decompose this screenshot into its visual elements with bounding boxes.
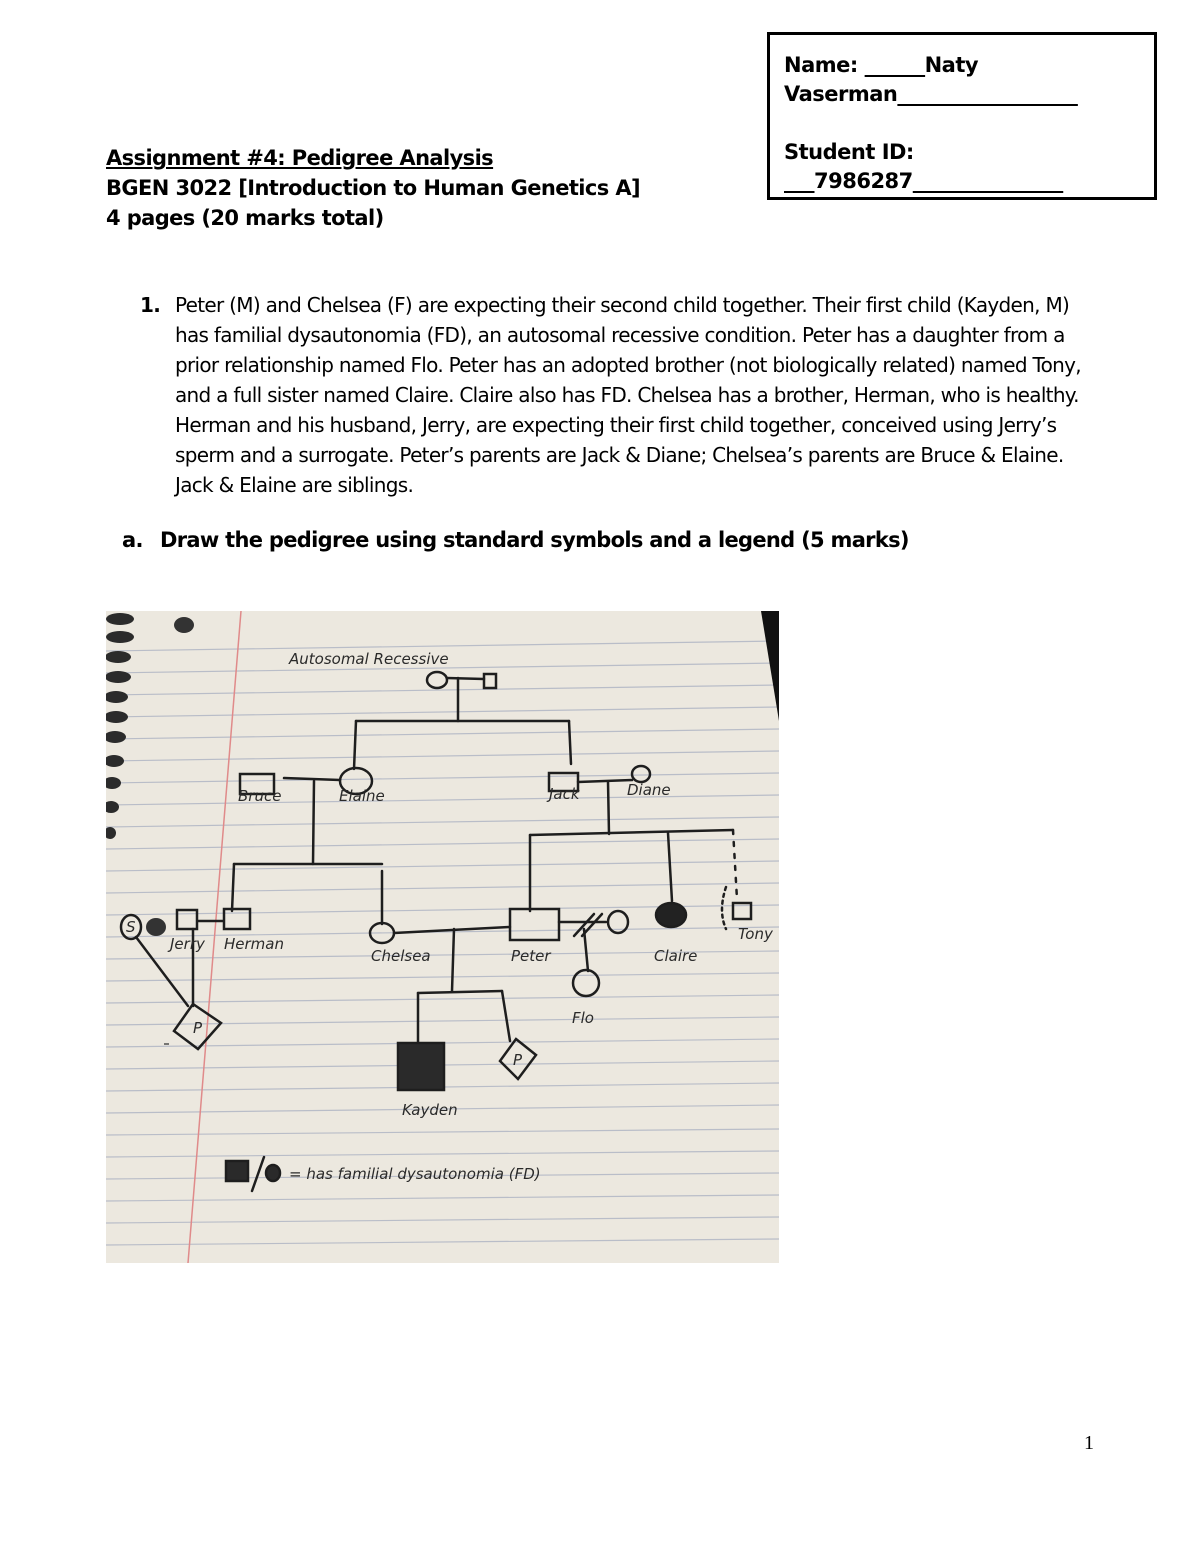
- label-jerry: Jerry: [170, 935, 205, 953]
- label-claire: Claire: [654, 947, 698, 965]
- subquestion-text: Draw the pedigree using standard symbols and a legend (5 marks): [160, 528, 909, 552]
- name-line-1: Name: ______Naty: [784, 53, 979, 77]
- label-surrogate: S: [126, 918, 136, 936]
- label-jack: Jack: [549, 785, 580, 803]
- question-number: 1.: [140, 293, 161, 317]
- pedigree-title-note: Autosomal Recessive: [289, 650, 449, 668]
- question-1a: [122, 528, 909, 552]
- label-pregnancy-jerry-herman: P: [193, 1019, 203, 1037]
- legend-text: = has familial dysautonomia (FD): [289, 1165, 541, 1183]
- subquestion-label: a.: [122, 528, 143, 552]
- pedigree-drawing: [106, 611, 779, 1263]
- label-elaine: Elaine: [339, 787, 385, 805]
- label-kayden: Kayden: [402, 1101, 458, 1119]
- label-diane: Diane: [627, 781, 671, 799]
- label-flo: Flo: [572, 1009, 594, 1027]
- page-count: 4 pages (20 marks total): [106, 206, 384, 230]
- label-chelsea: Chelsea: [371, 947, 431, 965]
- student-info-box: [767, 32, 1157, 200]
- pedigree-photo: [106, 611, 779, 1263]
- question-1: [140, 290, 1090, 500]
- assignment-title: Assignment #4: Pedigree Analysis: [106, 146, 494, 170]
- label-peter: Peter: [511, 947, 551, 965]
- course-name: BGEN 3022 [Introduction to Human Genetics A]: [106, 176, 641, 200]
- student-id-label: Student ID:: [784, 140, 914, 164]
- student-id-value: ___7986287_______________: [784, 169, 1063, 193]
- page-number: 1: [1084, 1432, 1094, 1454]
- label-pregnancy-peter-chelsea: P: [513, 1051, 523, 1069]
- question-text: Peter (M) and Chelsea (F) are expecting their second child together. Their first child (Kayden, M) has familial dysautonomia (FD), an autosomal recessive condition. Peter has a daughter from a prior relationship named Flo. Peter has an adopted brother (not biologically related) named Tony, and a full sister named Claire. Claire also has FD. Chelsea has a brother, Herman, who is healthy. Herman and his husband, Jerry, are expecting their first child together, conceived using Jerry’s sperm and a surrogate. Peter’s parents are Jack & Diane; Chelsea’s parents are Bruce & Elaine. Jack & Elaine are siblings.: [175, 293, 1081, 497]
- document-header: [106, 143, 640, 233]
- label-tony: Tony: [738, 925, 773, 943]
- name-line-2: Vaserman__________________: [784, 82, 1078, 106]
- label-herman: Herman: [224, 935, 284, 953]
- label-bruce: Bruce: [238, 787, 282, 805]
